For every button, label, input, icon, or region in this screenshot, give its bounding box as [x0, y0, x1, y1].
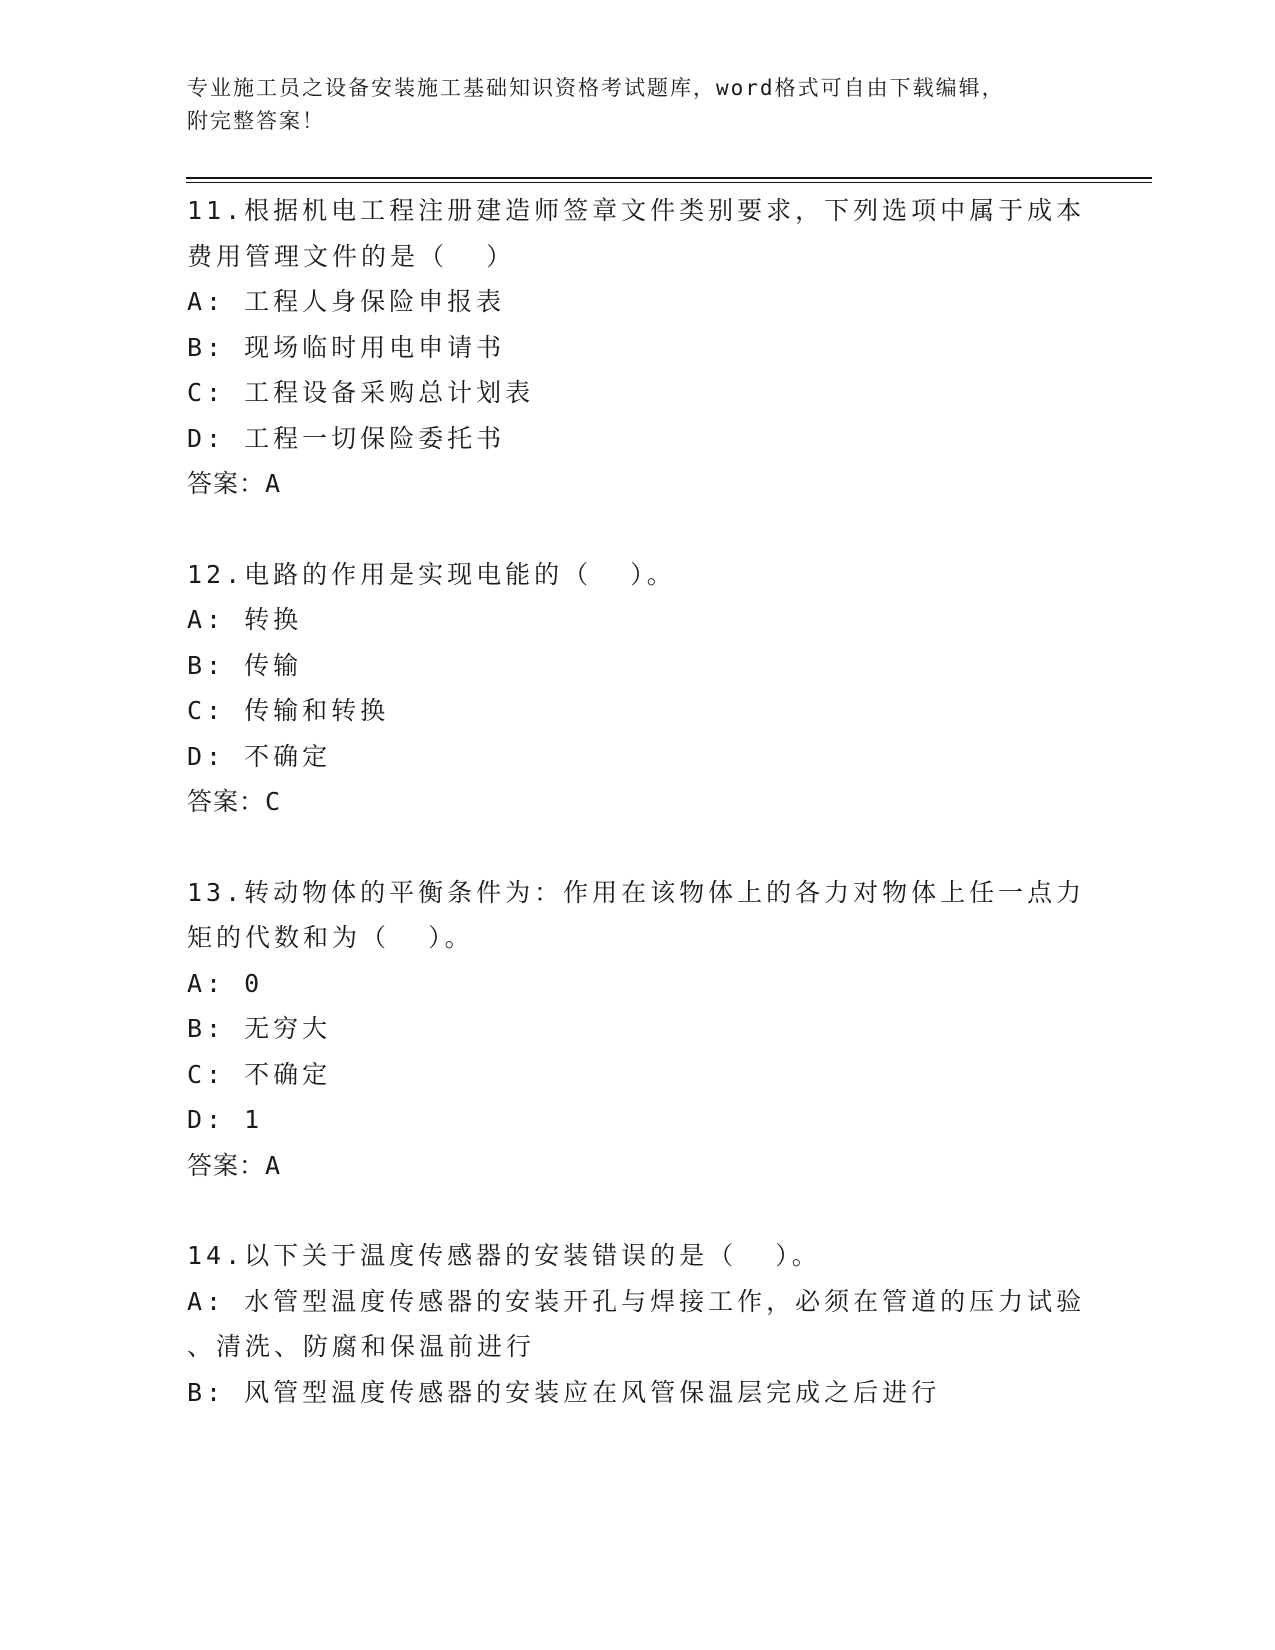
question-text-line: 11.根据机电工程注册建造师签章文件类别要求，下列选项中属于成本 — [187, 196, 1086, 225]
option-b: B: 无穷大 — [187, 1014, 332, 1043]
question-14 — [187, 1233, 1087, 1415]
answer-value: A — [265, 469, 282, 498]
question-13 — [187, 870, 1087, 1189]
option-a: A: 0 — [187, 968, 264, 998]
answer-label: 答案： — [187, 787, 266, 816]
answer — [187, 1143, 1087, 1189]
option-a: A: 水管型温度传感器的安装开孔与焊接工作，必须在管道的压力试验 — [187, 1286, 1086, 1316]
header-divider-thick — [186, 177, 1152, 179]
option-c: C: 传输和转换 — [187, 696, 390, 725]
option-b: B: 风管型温度传感器的安装应在风管保温层完成之后进行 — [187, 1377, 941, 1407]
question-text-line: 费用管理文件的是（ ） — [187, 241, 516, 271]
question-12 — [187, 552, 1087, 825]
answer-value: C — [265, 787, 282, 816]
question-text-line: 12.电路的作用是实现电能的（ ）。 — [187, 559, 676, 589]
option-c: C: 工程设备采购总计划表 — [187, 378, 535, 407]
question-11 — [187, 188, 1087, 507]
question-list — [187, 188, 1087, 1460]
answer-label: 答案： — [187, 469, 266, 498]
option-a: A: 转换 — [187, 605, 303, 634]
document-header — [187, 72, 1087, 138]
answer-value: A — [265, 1150, 282, 1180]
option-b: B: 现场临时用电申请书 — [187, 332, 506, 362]
option-d: D: 1 — [187, 1105, 264, 1134]
option-a: A: 工程人身保险申报表 — [187, 287, 506, 316]
answer — [187, 461, 1087, 507]
answer-label: 答案： — [187, 1150, 266, 1180]
header-line-2: 附完整答案！ — [187, 109, 325, 133]
header-divider-thin — [186, 182, 1152, 183]
option-b: B: 传输 — [187, 650, 303, 680]
question-text-line: 矩的代数和为（ ）。 — [187, 923, 474, 952]
option-a-continued: 、清洗、防腐和保温前进行 — [187, 1332, 536, 1361]
option-d: D: 工程一切保险委托书 — [187, 423, 506, 453]
header-line-1: 专业施工员之设备安装施工基础知识资格考试题库，word格式可自由下载编辑， — [187, 76, 1005, 100]
option-d: D: 不确定 — [187, 741, 332, 771]
answer — [187, 779, 1087, 825]
option-c: C: 不确定 — [187, 1059, 332, 1089]
question-text-line: 14.以下关于温度传感器的安装错误的是（ ）。 — [187, 1241, 821, 1270]
question-text-line: 13.转动物体的平衡条件为：作用在该物体上的各力对物体上任一点力 — [187, 877, 1086, 907]
